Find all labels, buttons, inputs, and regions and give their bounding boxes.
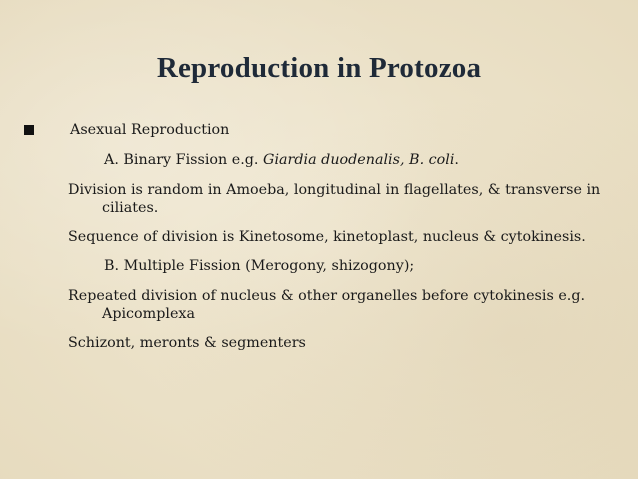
binary-fission-prefix: A. Binary Fission e.g.: [104, 152, 264, 168]
bullet-text: Asexual Reproduction: [70, 122, 230, 138]
schizont-paragraph: Schizont, meronts & segmenters: [68, 335, 306, 351]
repeated-division-paragraph: Repeated division of nucleus & other organelles before cytokinesis e.g. Apicomplexa: [68, 288, 586, 322]
sequence-paragraph: Sequence of division is Kinetosome, kinetoplast, nucleus & cytokinesis.: [68, 229, 586, 245]
binary-fission-suffix: .: [454, 152, 459, 168]
division-paragraph: Division is random in Amoeba, longitudinal in flagellates, & transverse in ciliates.: [68, 182, 601, 216]
slide-body: [70, 121, 630, 363]
multiple-fission-line: B. Multiple Fission (Merogony, shizogony);: [104, 258, 415, 274]
square-bullet-icon: [24, 125, 34, 135]
binary-fission-line: [70, 151, 630, 169]
bullet-item: [70, 121, 630, 139]
binary-fission-species: Giardia duodenalis, B. coli: [263, 152, 455, 168]
slide-title: Reproduction in Protozoa: [156, 52, 482, 84]
